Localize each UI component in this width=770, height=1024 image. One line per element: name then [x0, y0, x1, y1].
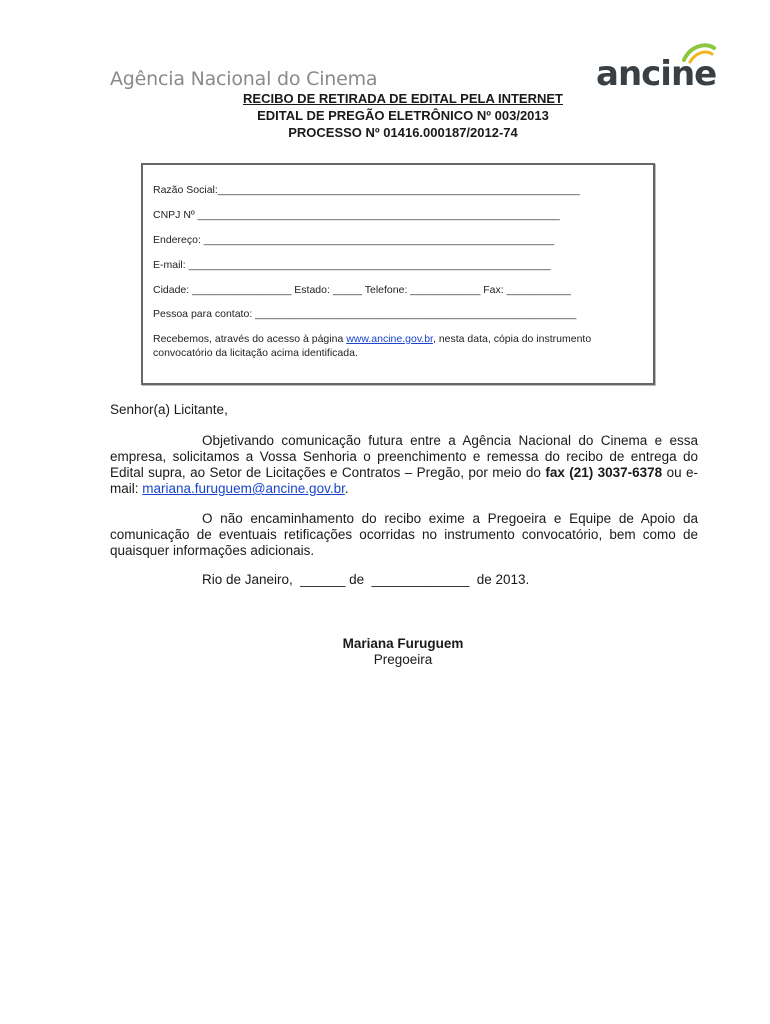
endereco-field[interactable]: Endereço: ____________________________________________________________ [153, 234, 555, 246]
contact-email-link[interactable]: mariana.furuguem@ancine.gov.br [142, 481, 345, 496]
paragraph-communication-text: Objetivando comunicação futura entre a Agência Nacional do Cinema e essa empresa, solicitamos a Vossa Senhoria o preenchimento e remessa do recibo de entrega do Edital supra, ao Setor de Licitações e Contratos – Pregão, por meio do [110, 433, 698, 480]
receipt-note [153, 332, 648, 360]
paragraph-notice-text: O não encaminhamento do recibo exime a Pregoeira e Equipe de Apoio da comunicação de eventuais retificações ocorridas no instrumento convocatório, bem como de quaisquer informações adicionais. [110, 511, 698, 558]
ancine-logo [596, 42, 718, 94]
document-title-block [0, 90, 770, 141]
email-field[interactable]: E-mail: ______________________________________________________________ [153, 259, 551, 271]
paragraph-end: . [344, 481, 349, 496]
pessoa-contato-field[interactable]: Pessoa para contato: _______________________________________________________ [153, 308, 577, 320]
title-edital: EDITAL DE PREGÃO ELETRÔNICO Nº 003/2013 [257, 108, 549, 123]
paragraph-notice [110, 511, 698, 559]
signer-role: Pregoeira [373, 652, 433, 667]
paragraph-communication [110, 433, 698, 497]
email-label: ou e-mail: [110, 465, 699, 496]
date-line [110, 572, 698, 588]
salutation: Senhor(a) Licitante, [110, 402, 228, 417]
logo-wordmark: ancine [596, 54, 717, 94]
razao-social-field[interactable]: Razão Social:______________________________________________________________ [153, 184, 580, 196]
ancine-website-link[interactable]: www.ancine.gov.br [346, 333, 433, 345]
fax-number: fax (21) 3037-6378 [545, 465, 663, 480]
title-recibo: RECIBO DE RETIRADA DE EDITAL PELA INTERNET [243, 91, 563, 106]
ancine-swoosh-icon [680, 40, 718, 66]
receipt-note-text-end: , nesta data, cópia do instrumento convocatório da licitação acima identificada. [153, 333, 592, 359]
receipt-note-text: Recebemos, através do acesso à página [153, 333, 347, 345]
title-processo: PROCESSO Nº 01416.000187/2012-74 [288, 125, 518, 140]
cnpj-field[interactable]: CNPJ Nº ______________________________________________________________ [153, 209, 560, 221]
signature-block [0, 636, 770, 668]
signer-name: Mariana Furuguem [342, 636, 464, 651]
agency-name: Agência Nacional do Cinema [110, 68, 378, 90]
cidade-estado-telefone-fax-field[interactable]: Cidade: _________________ Estado: _____ Telefone: ____________ Fax: ___________ [153, 284, 571, 296]
receipt-form-box [141, 163, 655, 385]
date-line-text: Rio de Janeiro, ______ de _____________ de 2013. [202, 572, 530, 587]
